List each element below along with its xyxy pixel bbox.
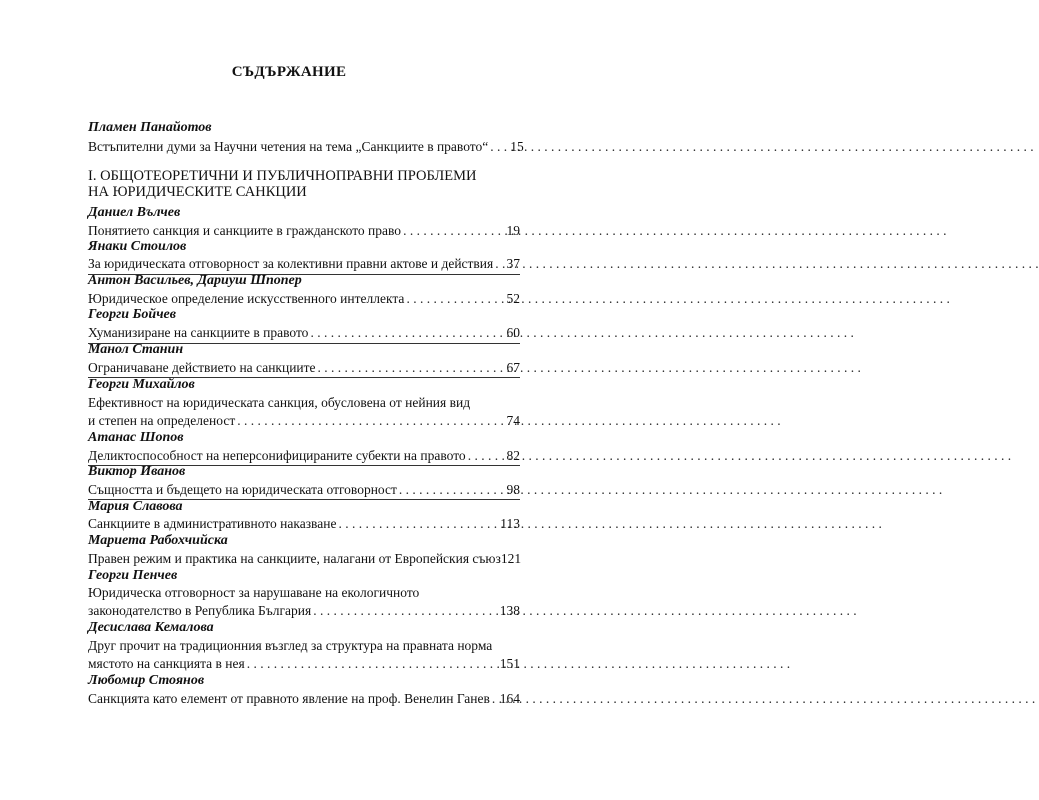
toc-entry — [88, 448, 520, 464]
toc-author: Мариета Рабохчийска — [88, 533, 228, 548]
dot-leader — [311, 603, 500, 619]
toc-entry-title: Деликтоспособност на неперсонифицираните субекти на правото — [88, 448, 466, 463]
dot-leader — [316, 360, 507, 376]
toc-entry — [88, 585, 520, 619]
dot-leader — [235, 413, 506, 429]
toc-entry-title: За юридическата отговорност за колективни правни актове и действия — [88, 256, 494, 271]
toc-author: Антон Васильев, Дариуш Шпопер — [88, 273, 302, 288]
toc-author: Георги Бойчев — [88, 307, 177, 322]
toc-entry — [88, 551, 520, 567]
dot-leader — [488, 139, 498, 155]
toc-entry — [88, 360, 520, 376]
toc-author: Янаки Стоилов — [88, 239, 187, 254]
toc-author: Даниел Вълчев — [88, 205, 181, 220]
toc-entry-title-cont: законодателство в Република България — [88, 603, 312, 618]
toc-entry — [88, 638, 520, 672]
section-heading — [88, 168, 508, 200]
dot-leader — [308, 325, 506, 341]
toc-page-number: 60 — [506, 325, 520, 340]
toc-page-number: 98 — [506, 482, 520, 497]
toc-entry-title: Същността и бъдещето на юридическата отговорност — [88, 482, 397, 497]
toc-author: Любомир Стоянов — [88, 673, 205, 688]
toc-entry-title: Юридическа отговорност за нарушаване на екологичното — [88, 585, 420, 600]
toc-author: Атанас Шопов — [88, 430, 184, 445]
toc-entry-title: Друг прочит на традиционния възглед за структура на правната норма — [88, 638, 493, 653]
section-heading-line: НА ЮРИДИЧЕСКИТЕ САНКЦИИ — [88, 184, 307, 200]
toc-page-number: 37 — [506, 256, 520, 271]
toc-page-number: 113 — [500, 516, 520, 531]
toc-entry — [88, 482, 520, 498]
dot-leader — [493, 256, 506, 272]
toc-page-number: 15 — [510, 139, 524, 154]
toc-entry — [88, 395, 520, 429]
page-title: СЪДЪРЖАНИЕ — [231, 64, 347, 80]
dot-leader — [404, 291, 506, 307]
dot-leader — [490, 691, 500, 707]
toc-author: Пламен Панайотов — [88, 120, 212, 135]
toc-page-number: 19 — [506, 223, 520, 238]
toc-page-number: 67 — [506, 360, 520, 375]
toc-entry-title: Санкцията като елемент от правното явление на проф. Венелин Ганев — [88, 691, 490, 706]
toc-page-number: 151 — [499, 656, 520, 671]
toc-entry — [88, 291, 520, 307]
toc-entry-title-cont: мястото на санкцията в нея — [88, 656, 245, 671]
toc-entry-title-cont: и степен на определеност — [88, 413, 236, 428]
toc-entry-title: Юридическое определение искусственного интеллекта — [88, 291, 405, 306]
toc-entry-title: Санкциите в административното наказване — [88, 516, 337, 531]
toc-page-number: 121 — [500, 551, 522, 566]
toc-entry-title: Ефективност на юридическата санкция, обусловена от нейния вид — [88, 395, 471, 410]
toc-page-number: 52 — [506, 291, 520, 306]
toc-entry — [88, 256, 520, 272]
section-heading-line: I. ОБЩОТЕОРЕТИЧНИ И ПУБЛИЧНОПРАВНИ ПРОБЛЕМИ — [88, 168, 477, 184]
toc-page-number: 74 — [506, 413, 520, 428]
toc-entry — [88, 223, 520, 239]
dot-leader — [401, 223, 506, 239]
toc-entry-intro — [88, 139, 524, 155]
dot-leader — [336, 516, 500, 532]
toc-entry-title: Встъпителни думи за Научни четения на тема „Санкциите в правото“ — [88, 139, 489, 154]
toc-entry-title: Хуманизиране на санкциите в правото — [88, 325, 309, 340]
toc-entry — [88, 516, 520, 532]
toc-entry-title: Понятието санкция и санкциите в гражданското право — [88, 223, 402, 238]
toc-author: Георги Михайлов — [88, 377, 195, 392]
dot-leader — [245, 656, 500, 672]
dot-leader — [397, 482, 507, 498]
dot-leader — [466, 448, 507, 464]
toc-author: Виктор Иванов — [88, 464, 186, 479]
toc-author: Манол Станин — [88, 342, 184, 357]
toc-entry — [88, 691, 520, 707]
toc-entry-title: Ограничаване действието на санкциите — [88, 360, 316, 375]
toc-page-number: 138 — [499, 603, 520, 618]
toc-entry-title: Правен режим и практика на санкциите, налагани от Европейския съюз — [88, 551, 501, 566]
toc-author: Георги Пенчев — [88, 568, 178, 583]
toc-page-number: 164 — [499, 691, 520, 706]
toc-entry — [88, 325, 520, 341]
toc-author: Мария Славова — [88, 499, 183, 514]
toc-author: Десислава Кемалова — [88, 620, 214, 635]
toc-page-number: 82 — [506, 448, 520, 463]
